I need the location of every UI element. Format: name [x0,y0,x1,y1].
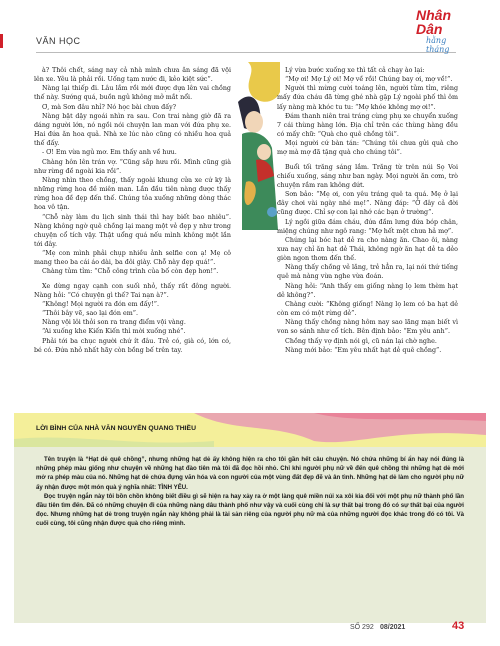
paragraph: Buổi tối trăng sáng lắm. Trăng từ trên núi Sọ Voi chiếu xuống, sáng như ban ngày. Mọi người ăn cơm, trò chuyện rầm ran không dứt. [277,163,458,189]
paragraph: Chàng cười: “Không giống! Nàng lọ lem có ba hạt dẻ còn em có một rừng dẻ”. [277,300,458,318]
paragraph: Sơn bảo: “Mẹ ơi, con yêu tráng quê ta quá. Mẹ ở lại đây chơi vài ngày nhé mẹ!”. Nàng đáp: “Ở đây cả đời cũng được. Chỉ sợ con lại nhớ các bạn ở trường”. [277,191,458,217]
paragraph: Mọi người cứ bàn tán: “Chúng tôi chưa gửi quà cho mợ mà mợ đã tặng quà cho chúng tôi”. [277,140,458,157]
commentary-title: LỜI BÌNH CỦA NHÀ VĂN NGUYỄN QUANG THIỀU [36,425,196,432]
paragraph: Nàng lại thiếp đi. Lâu lắm rồi mới được dựa lên vai chồng thế này. Sướng quá, buồn ngủ không mở mắt nổi. [34,85,231,102]
header-divider [36,52,456,53]
commentary-paragraph: Tên truyện là “Hạt dẻ quê chồng”, nhưng những hạt dẻ ấy không hiện ra cho tôi gần hết câu chuyện. Nó chứa những bí ẩn hay nói đúng là những phép màu giống như chuyện về những hạt đào tiên mà tôi đã đọc hồi nhỏ. Chỉ khi người phụ nữ về đến quê chồng thì những hạt dẻ mới mở ra phép màu của nó. Những hạt dẻ chứa đựng văn hóa và con người của một vùng đất đẹp đẽ và ân tình. Những hạt dẻ làm cho người phụ nữ ấy nhận được một món quà ý nghĩa nhất: TÌNH YÊU. [36,456,464,491]
paragraph: Nàng thấy chồng nàng hôm nay sao lãng mạn biết vì von so sánh như cổ tích. Bên định bảo: “Em yêu anh”. [277,319,458,336]
paragraph: “Thôi bây vẽ, sao lại đón em”. [42,310,138,318]
logo-sub: hằng tháng [426,36,450,54]
paragraph: Nàng vội lôi thỏi son ra trang điểm vội vàng. [42,319,186,327]
paragraph: Nàng nhìn theo chồng, thấy ngoài khung cửa xe cứ kỳ là những rừng hoa đề miên man. Lần đầu tiên nàng được thấy rừng hoa đề đẹp đến thế. Chúng tỏa xuống những dòng thác hoa vô tận. [34,176,231,212]
paragraph: “Mẹ con mình phải chụp nhiều ảnh selfie con ạ! Mẹ cô mang theo ba cái áo dài, ba đôi giày. Chỗ này đẹp quá!”. [34,250,231,267]
paragraph: Ơ, mà Sơn đâu nhỉ? Nó học bài chưa đấy? [42,103,177,111]
paragraph: à? Thôi chết, sáng nay cả nhà mình chưa ăn sáng đã vội lên xe. Yêu là phải rồi. Uống tạm nước đi, kẻo kiệt sức”. [34,67,231,84]
paragraph: “Ai xuống khe Kiến Kiến thì mời xuống nhé”. [42,328,186,336]
paragraph: Chúng lại bóc hạt dẻ ra cho nàng ăn. Chao ôi, nàng xưa nay chỉ ăn hạt dẻ Thái, không ngờ ăn hạt dẻ ta dẻo giòn ngon thơm đến thế. [277,236,458,263]
paragraph: “Chỗ này làm du lịch sinh thái thì hay biết bao nhiêu”. Nàng không ngờ quê chồng lại mang một vẻ đẹp y như trong chuyện cổ tích vậy. Thật uổng quá nếu mình không một lần tới đây. [34,213,231,248]
paragraph: Chàng hôn lên trán vợ. “Cũng sắp hưu rồi. Mình cũng già như rừng đề ngoài kia rồi”. [34,158,231,175]
paragraph: Nàng thấy chồng vẻ lăng, trẻ hẳn ra, lại nói thứ tiếng quê mà nàng vừa nghe vừa đoán. [277,264,458,281]
issue-number: SỐ 292 [350,624,374,631]
paragraph: “Không! Mọi người ra đón em đấy!”. [42,300,159,308]
logo-main: Nhân Dân [416,7,451,37]
paragraph: Nàng mới bảo: “Em yêu nhất hạt dẻ quê chồng”. [285,346,442,354]
section-marker [0,34,3,48]
paragraph: Người thì mừng cười toáng lên, người tủm tỉm, riêng mấy đứa cháu đã từng ghé nhà gặp Lý ngoài phố thì ôm lấy nàng mà khóc tu tu: “Mợ khóe không mợ ơi!”. [277,85,458,111]
section-title: VĂN HỌC [36,36,81,46]
commentary-box [14,413,486,623]
paragraph: Lý ngồi giữa đám cháu, đứa đầm lưng đứa bóp chân, miệng chúng như ngô rang: “Mợ hết mệt chưa hả mợ”. [277,218,458,235]
paragraph: Nàng hỏi: “Anh thấy em giống nàng lọ lem thèm hạt dẻ không?”. [277,282,458,299]
paragraph: Nàng bật dậy ngoái nhìn ra sau. Con trai nàng giờ đã ra dáng người lớn, nó ngồi nói chuyện lan man với đứa phụ xe. Hai đứa ăn hoa quả. Nhà xe lúc nào cũng có nhiều hoa quả thế đấy. [34,112,231,148]
paragraph: Chàng tủm tỉm: “Chỗ công trình của bố còn đẹp hơn!”. [42,268,219,276]
paragraph: Lý vừa bước xuống xe thì tất cả chạy ào lại: [285,67,425,74]
commentary-body [36,455,464,529]
paragraph: Phải tới ba chục người chứ ít đâu. Trẻ có, già có, lớn có, bé có. Đứa nhỏ nhất hãy còn bồng bế trên tay. [34,337,231,354]
paragraph: - Ơ! Em vừa ngủ mơ. Em thấy anh về hưu. [42,149,177,157]
issue-date: 08/2021 [380,624,406,631]
commentary-paragraph: Đọc truyện ngắn này tôi bồn chồn không biết điều gì sẽ hiện ra hay xảy ra ở một làng quê miền núi xa xôi kia đối với một phụ nữ thành phố lần đầu tiên tìm đến. Đã có những chuyện đi của những nàng dâu thành phố như vậy và cuối cùng chỉ là sự thất bại trong đó có sự thất bại của người đọc. Nhưng những hạt dẻ trong truyện ngắn này không phải là tài sản riêng của người phụ nữ mà của những người đọc khác trong đó có tôi. Và cuối cùng, tôi cũng nhận được quà cho riêng mình. [36,492,464,528]
page-number: 43 [452,620,465,632]
paragraph: Xe dừng ngay cạnh con suối nhỏ, thấy rất đông người. Nàng hỏi: “Có chuyện gì thế? Tai nạn à?”. [34,282,231,299]
right-column [277,66,458,355]
paragraph: “Mợ ơi! Mợ Lý ơi! Mợ về rồi! Chúng bay ơi, mợ về!”. [285,76,453,84]
paragraph: Chồng thấy vợ định nói gì, cũ nán lại chờ nghe. [285,337,437,345]
publication-logo [416,7,470,54]
illustration-woman-with-child [238,62,280,230]
left-column [34,66,231,355]
paragraph: Đám thanh niên trai tráng cùng phụ xe chuyển xuống 7 cái thùng hàng lớn. Địa chỉ trên các thùng hàng đều có mấy chữ: “Quà cho quê chồng tôi”. [277,112,458,139]
